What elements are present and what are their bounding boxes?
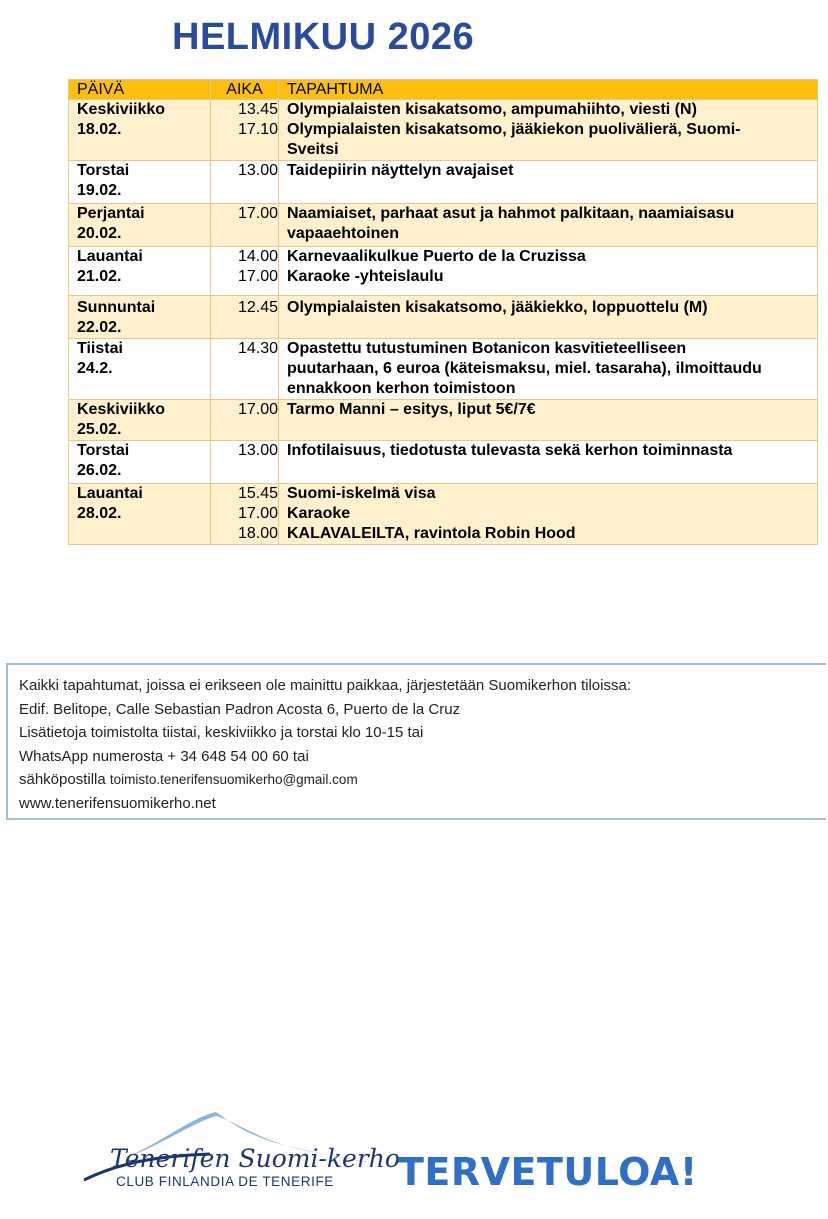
event-time: 14.00 xyxy=(237,248,278,265)
table-row xyxy=(69,204,818,247)
day-date: 28.02. xyxy=(77,505,122,522)
header-event: TAPAHTUMA xyxy=(279,80,818,100)
logo-subtitle: CLUB FINLANDIA DE TENERIFE xyxy=(116,1174,334,1189)
day-date: 19.02. xyxy=(77,182,122,199)
table-row xyxy=(69,296,818,339)
day-name: Lauantai xyxy=(77,248,143,265)
event-text: Olympialaisten kisakatsomo, jääkiekko, loppuottelu (M) xyxy=(287,299,708,316)
day-name: Torstai xyxy=(77,442,130,459)
event-time: 13.45 xyxy=(237,101,278,118)
day-date: 20.02. xyxy=(77,225,122,242)
event-text: Olympialaisten kisakatsomo, ampumahiihto, viesti (N) xyxy=(287,101,697,118)
event-time: 17.00 xyxy=(237,401,278,418)
table-header-row xyxy=(69,80,818,100)
events-table xyxy=(68,79,818,545)
event-text: puutarhaan, 6 euroa (käteismaksu, miel. tasaraha), ilmoittaudu xyxy=(287,360,762,377)
event-text: Opastettu tutustuminen Botanicon kasvitieteelliseen xyxy=(287,340,687,357)
info-address: Edif. Belitope, Calle Sebastian Padron Acosta 6, Puerto de la Cruz xyxy=(19,700,461,718)
event-text: Taidepiirin näyttelyn avajaiset xyxy=(287,162,514,179)
event-time: 18.00 xyxy=(237,525,278,542)
day-name: Tiistai xyxy=(77,340,123,357)
info-email-line xyxy=(19,768,826,792)
page-title: HELMIKUU 2026 xyxy=(172,16,475,58)
event-text: Naamiaiset, parhaat asut ja hahmot palkitaan, naamiaisasu xyxy=(287,205,735,222)
event-text: Olympialaisten kisakatsomo, jääkiekon puolivälierä, Suomi- xyxy=(287,121,741,138)
event-text: Karaoke -yhteislaulu xyxy=(287,268,444,285)
event-text: vapaaehtoinen xyxy=(287,225,400,242)
day-date: 24.2. xyxy=(77,360,113,377)
header-day: PÄIVÄ xyxy=(69,80,211,100)
email-link[interactable]: toimisto.tenerifensuomikerho@gmail.com xyxy=(109,772,358,787)
event-text: KALAVALEILTA, ravintola Robin Hood xyxy=(287,525,576,542)
event-text: Tarmo Manni – esitys, liput 5€/7€ xyxy=(287,401,536,418)
event-text: Sveitsi xyxy=(287,141,339,158)
event-time: 17.00 xyxy=(237,268,278,285)
table-row xyxy=(69,161,818,204)
day-name: Torstai xyxy=(77,162,130,179)
website-link[interactable]: www.tenerifensuomikerho.net xyxy=(19,794,216,812)
event-time: 17.00 xyxy=(237,505,278,522)
day-name: Lauantai xyxy=(77,485,143,502)
event-time: 12.45 xyxy=(237,299,278,316)
table-row xyxy=(69,100,818,161)
day-date: 18.02. xyxy=(77,121,122,138)
table-row xyxy=(69,400,818,441)
info-box xyxy=(6,663,826,820)
logo-script-text: Tenerifen Suomi-kerho xyxy=(110,1144,400,1173)
info-email-prefix: sähköpostilla xyxy=(19,771,106,788)
event-text: Karaoke xyxy=(287,505,351,522)
table-row xyxy=(69,339,818,400)
info-venue-note: Kaikki tapahtumat, joissa ei erikseen ole mainittu paikkaa, järjestetään Suomikerhon tiloissa: xyxy=(19,677,631,694)
event-time: 17.10 xyxy=(237,121,278,138)
day-date: 21.02. xyxy=(77,268,122,285)
event-time: 13.00 xyxy=(237,162,278,179)
day-name: Keskiviikko xyxy=(77,101,166,118)
event-text: Karnevaalikulkue Puerto de la Cruzissa xyxy=(287,248,586,265)
day-name: Sunnuntai xyxy=(77,299,156,316)
event-time: 17.00 xyxy=(237,205,278,222)
header-time: AIKA xyxy=(211,80,279,100)
info-whatsapp: WhatsApp numerosta + 34 648 54 00 60 tai xyxy=(19,747,309,765)
event-text: ennakkoon kerhon toimistoon xyxy=(287,380,516,397)
info-office-hours: Lisätietoja toimistolta tiistai, keskiviikko ja torstai klo 10-15 tai xyxy=(19,724,424,741)
day-date: 22.02. xyxy=(77,319,122,336)
event-time: 13.00 xyxy=(237,442,278,459)
event-text: Suomi-iskelmä visa xyxy=(287,485,436,502)
welcome-text: TERVETULOA! xyxy=(398,1150,698,1194)
club-logo xyxy=(80,1110,400,1200)
day-date: 26.02. xyxy=(77,462,122,479)
day-name: Keskiviikko xyxy=(77,401,166,418)
day-name: Perjantai xyxy=(77,205,145,222)
event-time: 14.30 xyxy=(237,340,278,357)
table-row xyxy=(69,441,818,484)
table-row xyxy=(69,484,818,545)
table-row xyxy=(69,247,818,296)
day-date: 25.02. xyxy=(77,421,122,438)
event-text: Infotilaisuus, tiedotusta tulevasta sekä kerhon toiminnasta xyxy=(287,442,733,459)
event-time: 15.45 xyxy=(237,485,278,502)
